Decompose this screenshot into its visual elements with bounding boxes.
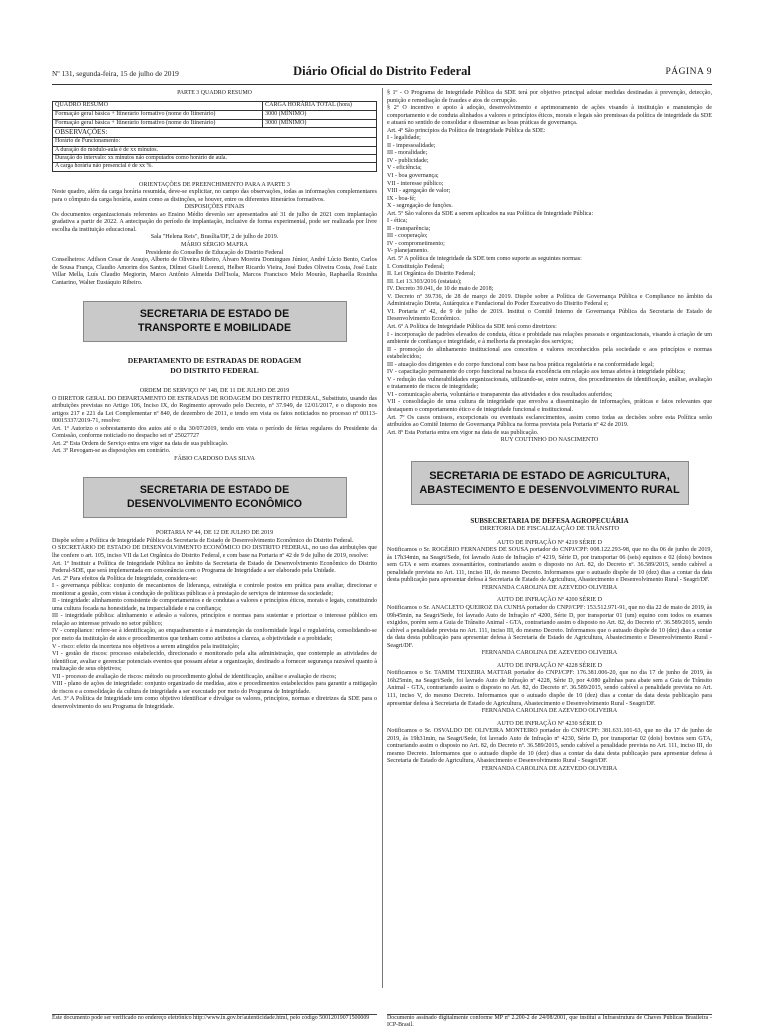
value-item: II - transparência; [387,225,431,232]
service-order-art2: Art. 2º Esta Ordem de Serviço entra em vigor na data de sua publicação. [52,440,229,447]
signer-name: FÁBIO CARDOSO DAS SILVA [174,455,255,462]
paragraph: § 2º O incentivo e apoio à adoção, desenvolvimento e aprimoramento de ações visando à instituição e manutenção de comportamento e de conduta alinhados a valores e princípios éticos, morais e legais são premissas da política de integridade da SDE e atuará no sentido de consolidar e disseminar as boas práticas de governança. [387,105,712,127]
infraction-notice [387,540,712,593]
article: Art. 4º São princípios da Política de Integridade Pública da SDE: [387,127,546,134]
guideline-item: IV - capacitação permanente do corpo funcional na busca da excelência em relação aos temas afetos à integridade pública; [387,369,686,376]
table-row [53,163,377,171]
ordinance-summary: Dispõe sobre a Política de Integridade Pública da Secretaria de Estado de Desenvolvimento Econômico do Distrito Federal. [52,537,354,544]
table-row [53,138,377,146]
infraction-text: Notificamos o Sr. ANACLETO QUEIROZ DA CUNHA portador do CNPJ/CPF: 153.512.971-91, que no dia 22 de maio de 2019, às 09h45min, na Seagri/Sede, foi lavrado Auto de Infração nº 4200, Série D, por transportar 01 (um) equino com todos os exames exigidos, porém sem a Guia de Trânsito Animal - GTA, contrariando assim o disposto no Art. 82, do Decreto nº. 36.589/2015, sendo cabível a penalidade prevista no Art. 111, inciso III, do mesmo Decreto. Informamos que o autuado dispõe de 10 (dez) dias a contar da data desta publicação para apresentar defesa à Secretaria de Estado de Agricultura, Abastecimento e Desenvolvimento Rural - Seagri/DF. [387,604,712,649]
guideline-item: VI - comunicação aberta, voluntária e transparente das atividades e dos resultados auferidos; [387,391,613,398]
service-order-text: O DIRETOR GERAL DO DEPARTAMENTO DE ESTRADAS DE RODAGEM DO DISTRITO FEDERAL, Substituto, usando das atribuições previstas no Artigo 106, Inciso IX, do Regimento aprovado pelo Decreto, nº 37.949, de 12/01/2017, e o disposto nos artigos 217 e 221 da Lei Complementar nº 840, de dezembro de 2011, e tendo em vista os fatos noticiados no processo nº 00113-00015337/2019-71, resolve: [52,395,377,425]
guideline-item: III - atuação dos dirigentes e do corpo funcional com base na boa prática regulatória e na conformidade legal; [387,361,654,368]
final-provisions-title: DISPOSIÇÕES FINAIS [184,204,245,211]
signing-place-date: Sala "Helena Reis", Brasília/DF, 2 de julho de 2019. [150,234,279,241]
infraction-title: AUTO DE INFRAÇÃO Nº 4230 SÉRIE D [496,720,603,727]
verification-text: Este documento pode ser verificado no endereço eletrônico http://www.in.gov.br/autenticidade.html, pelo código 50012019071500009 [52,1015,370,1021]
section-banner-agricultura [411,461,689,505]
infraction-notice [387,663,712,716]
values-list [387,218,712,256]
ordinance-item: I - governança pública: conjunto de mecanismos de liderança, estratégia e controle postos em prática para avaliar, direcionar e monitorar a gestão, com vistas à condução de políticas públicas e à prestação de serviços de interesse da sociedade; [52,583,377,597]
norm-item: VI. Portaria nº 42, de 9 de julho de 2019. Institui o Comitê Interno de Governança Pública da Secretaria de Estado de Desenvolvimento Econômico. [387,308,712,323]
left-column [52,90,377,1010]
principle-item: IV - publicidade; [387,157,429,164]
norm-item: I. Constituição Federal; [387,263,445,270]
section-banner-line: TRANSPORTE E MOBILIDADE [137,322,292,335]
part3-title: PARTE 3 QUADRO RESUMO [177,90,252,96]
signer-name: MÁRIO SÉRGIO MAFRA [180,242,249,249]
observation-line: Duração do intervalo: xx minutos não computados como horário de aula. [53,154,377,162]
value-item: IV - comprometimento; [387,240,445,247]
principle-item: IX - boa-fé; [387,195,416,202]
table-row [53,128,377,138]
article: Art. 5º A política de integridade da SDE tem como suporte as seguintes normas: [387,256,582,263]
gazette-page [52,64,712,1029]
column-divider [382,88,383,988]
ordinance-item: II - integridade: alinhamento consistente de comportamentos e de condutas a valores e princípios éticos, morais e legais, constituindo uma cultura focada na honestidade, na imparcialidade e na confiança; [52,598,377,612]
signer-role: Presidente do Conselho de Educação do Distrito Federal [145,249,284,256]
section-banner-line: ABASTECIMENTO E DESENVOLVIMENTO RURAL [419,484,680,497]
department-line: DEPARTAMENTO DE ESTRADAS DE RODAGEM [127,356,302,366]
section-banner-line: DESENVOLVIMENTO ECONÔMICO [126,498,302,511]
principle-item: VII - interesse público; [387,180,444,187]
service-order-art3: Art. 3º Revogam-se as disposições em contrário. [52,448,171,455]
signer-name: FERNANDA CAROLINA DE AZEVEDO OLIVEIRA [481,584,618,591]
final-provisions-text: Os documentos organizacionais referentes ao Ensino Médio deverão ser apresentados até 31 de julho de 2021 com implantação gradativa a partir de 2022. A antecipação do período de implantação, inclusive de forma experimental, pode ser realizada por livre escolha da instituição educacional. [52,211,377,233]
table-row [53,110,377,119]
infraction-text: Notificamos o Sr. TAMIM TEIXEIRA MATTAR portador do CNPJ/CPF: 176.381.006-20, que no dia 17 de junho de 2019, às 16h25min, na Seagri/Sede, foi lavrado Auto de Infração nº 4228, Série D, por 4.080 galinhas para abate sem a Guia de Trânsito Animal - GTA, contrariando assim o disposto no Art. 82, do Decreto nº. 36.589/2015, sendo cabível a penalidade prevista no Art. 111, inciso V, do mesmo Decreto. Informamos que o autuado dispõe de 10 (dez) dias a contar da data desta publicação para apresentar defesa à Secretaria de Estado de Agricultura, Abastecimento e Desenvolvimento Rural - Seagri/DF. [387,670,712,707]
ordinance-item: VII - processo de avaliação de riscos: método ou procedimento global de identificação, análise e avaliação de riscos; [52,673,337,680]
table-row [53,154,377,162]
article: Art. 6º A Política de Integridade Pública da SDE terá como diretrizes: [387,323,557,330]
ordinance-article: Art. 3º A Política de Integridade tem como objetivo identificar e divulgar os valores, princípios, normas e diretrizes da SDE para o desenvolvimento do seu Programa de Integridade. [52,696,377,710]
table-cell: 3000 (MÍNIMO) [263,110,377,119]
principle-item: VIII - agregação de valor; [387,188,451,195]
principle-item: VI - boa governança; [387,173,439,180]
ordinance-item: VIII - plano de ações de integridade: conjunto organizado de medidas, atos e procedimentos estabelecidos para garantir a mitigação de riscos e a consolidação da cultura de integridade a ser executado por meio do Programa de Integridade. [52,681,377,695]
section-banner-transporte [83,301,347,342]
summary-table [52,101,377,171]
observation-line: Horário de Funcionamento: [53,138,377,146]
page-header [52,64,712,85]
directorate-heading: DIRETORIA DE FISCALIZAÇÃO DE TRÂNSITO [479,525,620,533]
signer-name: RUY COUTINHO DO NASCIMENTO [500,437,599,444]
norm-item: II. Lei Orgânica do Distrito Federal; [387,271,476,278]
norm-item: V. Decreto nº 39.736, de 28 de março de 2019. Dispõe sobre a Política de Governança Pública e Compliance no âmbito da Administração Direta, Autárquica e Fundacional do Poder Executivo do Distrito Federal e; [387,293,712,308]
guideline-item: I - incorporação de padrões elevados de conduta, ética e probidade nas relações pessoais e organizacionais, visando à criação de um ambiente de confiança e integridade, e à melhoria da prestação dos serviços; [387,331,712,346]
norm-item: III. Lei 13.303/2016 (estatais); [387,278,462,285]
infraction-text: Notificamos o Sr. ROGÉRIO FERNANDES DE SOUSA portador do CNPJ/CPF: 008.122.293-98, que no dia 06 de junho de 2019, às 17h34min, na Seagri/Sede, foi lavrado Auto de Infração nº 4219, Série D, por transportar 06 (seis) equinos e 02 (dois) bovinos sem GTA e sem exames zoosanitários, contrariando assim o disposto no Art. 82, do Decreto nº. 36.589/2015, sendo cabível a penalidade prevista no Art. 111, inciso III, do mesmo Decreto. Informamos que o autuado dispõe de 10 (dez) dias a contar da data desta publicação para apresentar defesa à Secretaria de Estado de Agricultura, Abastecimento e Desenvolvimento Rural - Seagri/DF. [387,547,712,584]
ordinance-article: Art. 1º Instituir a Política de Integridade Pública no âmbito da Secretaria de Estado de Desenvolvimento Econômico do Distrito Federal-SDE, que será implementada em consonância com o Programa de Integridade a ser elaborado pela Unidade. [52,560,377,575]
ordinance-item: VI - gestão de riscos: processo estabelecido, direcionado e monitorado pela alta administração, que contemple as atividades de identificar, avaliar e gerenciar potenciais eventos que possam afetar a organização, destinado a fornecer segurança razoável quanto à realização de seus objetivos; [52,651,377,673]
infraction-text: Notificamos o Sr. OSVALDO DE OLIVEIRA MONTEIRO portador do CNPJ/CPF: 381.631.101-63, que no dia 17 de junho de 2019, às 19h31min, na Seagri/Sede, foi lavrado Auto de Infração nº 4230, Série D, por transportar 02 (dois) bovinos sem GTA, contrariando assim o disposto no Art. 82, do Decreto nº. 36.589/2015, sendo cabível a penalidade prevista no Art. 111, inciso III, do mesmo Decreto. Informamos que o autuado dispõe de 10 (dez) dias a contar da data desta publicação para apresentar defesa à Secretaria de Estado de Agricultura, Abastecimento e Desenvolvimento Rural - Seagri/DF. [387,728,712,765]
department-line: DO DISTRITO FEDERAL [170,366,259,376]
paragraph: § 1º - O Programa de Integridade Pública da SDE terá por objetivo principal adotar medidas destinadas à prevenção, detecção, punição e remediação de fraudes e atos de corrupção. [387,90,712,104]
service-order-art1: Art. 1º Autorizo o sobrestamento dos autos até o dia 30/07/2019, tendo em vista o período de férias regulares do Presidente da Comissão, conforme noticiado no despacho sei nº 25027727 [52,425,377,440]
principle-item: III - moralidade; [387,150,428,157]
section-banner-desenvolvimento [83,477,347,518]
signature-text: Documento assinado digitalmente conforme MP nº 2.200-2 de 24/08/2001, que institui a Infraestrutura de Chaves Públicas Brasileira - ICP-Brasil. [387,1015,712,1029]
guideline-item: II - promoção do alinhamento institucional aos conceitos e valores reconhecidos pela sociedade e aos princípios e normas estabelecidos; [387,346,712,361]
publication-title: Diário Oficial do Distrito Federal [293,64,471,78]
norm-item: IV. Decreto 39.041, de 10 de maio de 2018; [387,286,494,293]
ordinance-item: V - risco: efeito da incerteza nos objetivos a serem atingidos pela instituição; [52,643,240,650]
value-item: V- planejamento. [387,248,429,255]
table-row [53,119,377,128]
infraction-title: AUTO DE INFRAÇÃO Nº 4228 SÉRIE D [496,662,603,669]
signature-footer [387,1014,712,1030]
infraction-notices [387,540,712,774]
signer-name: FERNANDA CAROLINA DE AZEVEDO OLIVEIRA [481,765,618,772]
infraction-notice [387,721,712,774]
ordinance-title: PORTARIA Nº 44, DE 12 DE JULHO DE 2019 [155,530,274,537]
guideline-item: V - redução das vulnerabilidades organizacionais, utilizando-se, entre outros, dos procedimentos de identificação, análise, avaliação e tratamento de riscos de integridade; [387,376,712,391]
principle-item: X - segregação de funções. [387,203,453,210]
principle-item: II - impessoalidade; [387,142,436,149]
guideline-item: VII - consolidação de uma cultura de integridade que envolva a disseminação de informações, práticas e fatos relevantes que destaquem o comportamento ético e de integridade funcional e institucional. [387,399,712,413]
table-row [53,146,377,154]
table-header-cell: CARGA HORÁRIA TOTAL (hora) [263,102,377,111]
principles-list [387,135,712,210]
verification-footer [52,1014,377,1022]
ordinance-item: III - integridade pública: alinhamento e adesão a valores, princípios e normas para sustentar e priorizar o interesse público em relação ao interesse privado no setor público; [52,613,377,627]
article: Art. 5º São valores da SDE a serem aplicados na sua Política de Integridade Pública: [387,210,594,217]
table-cell: Formação geral básica + Itinerário formativo (nome do Itinerário) [53,119,263,128]
signer-name: FERNANDA CAROLINA DE AZEVEDO OLIVEIRA [481,708,618,715]
value-item: III - cooperação; [387,233,428,240]
observation-line: A carga horária não presencial é de xx %. [53,163,377,171]
issue-info: Nº 131, segunda-feira, 15 de julho de 2019 [52,69,179,78]
section-banner-line: SECRETARIA DE ESTADO DE [139,484,290,497]
section-banner-line: SECRETARIA DE ESTADO DE [139,308,290,321]
orientation-text: Neste quadro, além da carga horária resumida, deve-se explicitar, no campo das observações, todas as informações complementares para o cômputo da carga horária, assim como as distinções, se houver, entre os diferentes itinerários formativos. [52,189,377,203]
table-cell: 3000 (MÍNIMO) [263,119,377,128]
department-heading [52,356,377,376]
ordinance-preamble: O SECRETÁRIO DE ESTADO DE DESENVOLVIMENTO ECONÔMICO DO DISTRITO FEDERAL, no uso das atribuições que lhe confere o art. 105, inciso VII da Lei Orgânica do Distrito Federal, e com base na Portaria nº 42 de 9 de julho de 2019, resolve: [52,545,377,559]
observations-title: OBSERVAÇÕES: [53,128,377,138]
value-item: I - ética; [387,218,408,225]
table-header-row [53,102,377,111]
infraction-title: AUTO DE INFRAÇÃO Nº 4200 SÉRIE D [496,597,603,604]
infraction-notice [387,597,712,657]
subsecretariat-heading: SUBSECRETARIA DE DEFESA AGROPECUÁRIA [470,516,629,525]
ordinance-item: IV - compliance: refere-se à identificação, ao enquadramento e à manutenção da conformidade legal e regulatória, consolidando-se por meio da instituição de atos e procedimentos que tenham como atributos a clareza, a objetividade e a probidade; [52,628,377,643]
norms-list [387,264,712,294]
right-column [387,90,712,1010]
principle-item: I - legalidade; [387,135,421,142]
orientation-title: ORIENTAÇÕES DE PREENCHIMENTO PARA A PARTE 3 [139,181,290,188]
article: Art. 7º Os casos omissos, excepcionais ou eventuais esclarecimentos, assim como todas as decisões sobre esta Política serão atribuídos ao Comitê Interno de Governança Pública na forma prevista pela Portaria nº 42 de 2019. [387,414,712,429]
councillors-list: Conselheiros: Adilson Cesar de Araujo, Alberto de Oliveira Ribeiro, Álvaro Moreira Domingues Júnior, André Lúcio Bento, Carlos de Sousa França, Claudio Amorim dos Santos, Dilmei Giseli Lorenzi, Helber Ricardo Vieira, José Eudes Oliveira Costa, José Luiz Villar Mella, Luís Claudio Megiorin, Marco Antônio Almeida Dell'Isola, Marcos Francisco Melo Mourão, Raphaella Rosinha Cantarino, Walter Eustáquio Ribeiro. [52,257,377,286]
ordinance-article: Art. 2º Para efeitos da Política de Integridade, considera-se: [52,575,198,582]
table-header-cell: QUADRO RESUMO [53,102,263,111]
article: Art. 8º Esta Portaria entra em vigor na data de sua publicação. [387,429,539,436]
principle-item: V - eficiência; [387,165,422,172]
signer-name: FERNANDA CAROLINA DE AZEVEDO OLIVEIRA [481,650,618,657]
infraction-title: AUTO DE INFRAÇÃO Nº 4219 SÉRIE D [496,539,603,546]
table-cell: Formação geral básica + Itinerário formativo (nome do Itinerário) [53,110,263,119]
page-number: PÁGINA 9 [665,67,712,77]
section-banner-line: SECRETARIA DE ESTADO DE AGRICULTURA, [429,469,670,482]
observation-line: A duração do módulo-aula é de xx minutos. [53,146,377,154]
service-order-title: ORDEM DE SERVIÇO Nº 148, DE 11 DE JULHO DE 2019 [139,387,290,394]
